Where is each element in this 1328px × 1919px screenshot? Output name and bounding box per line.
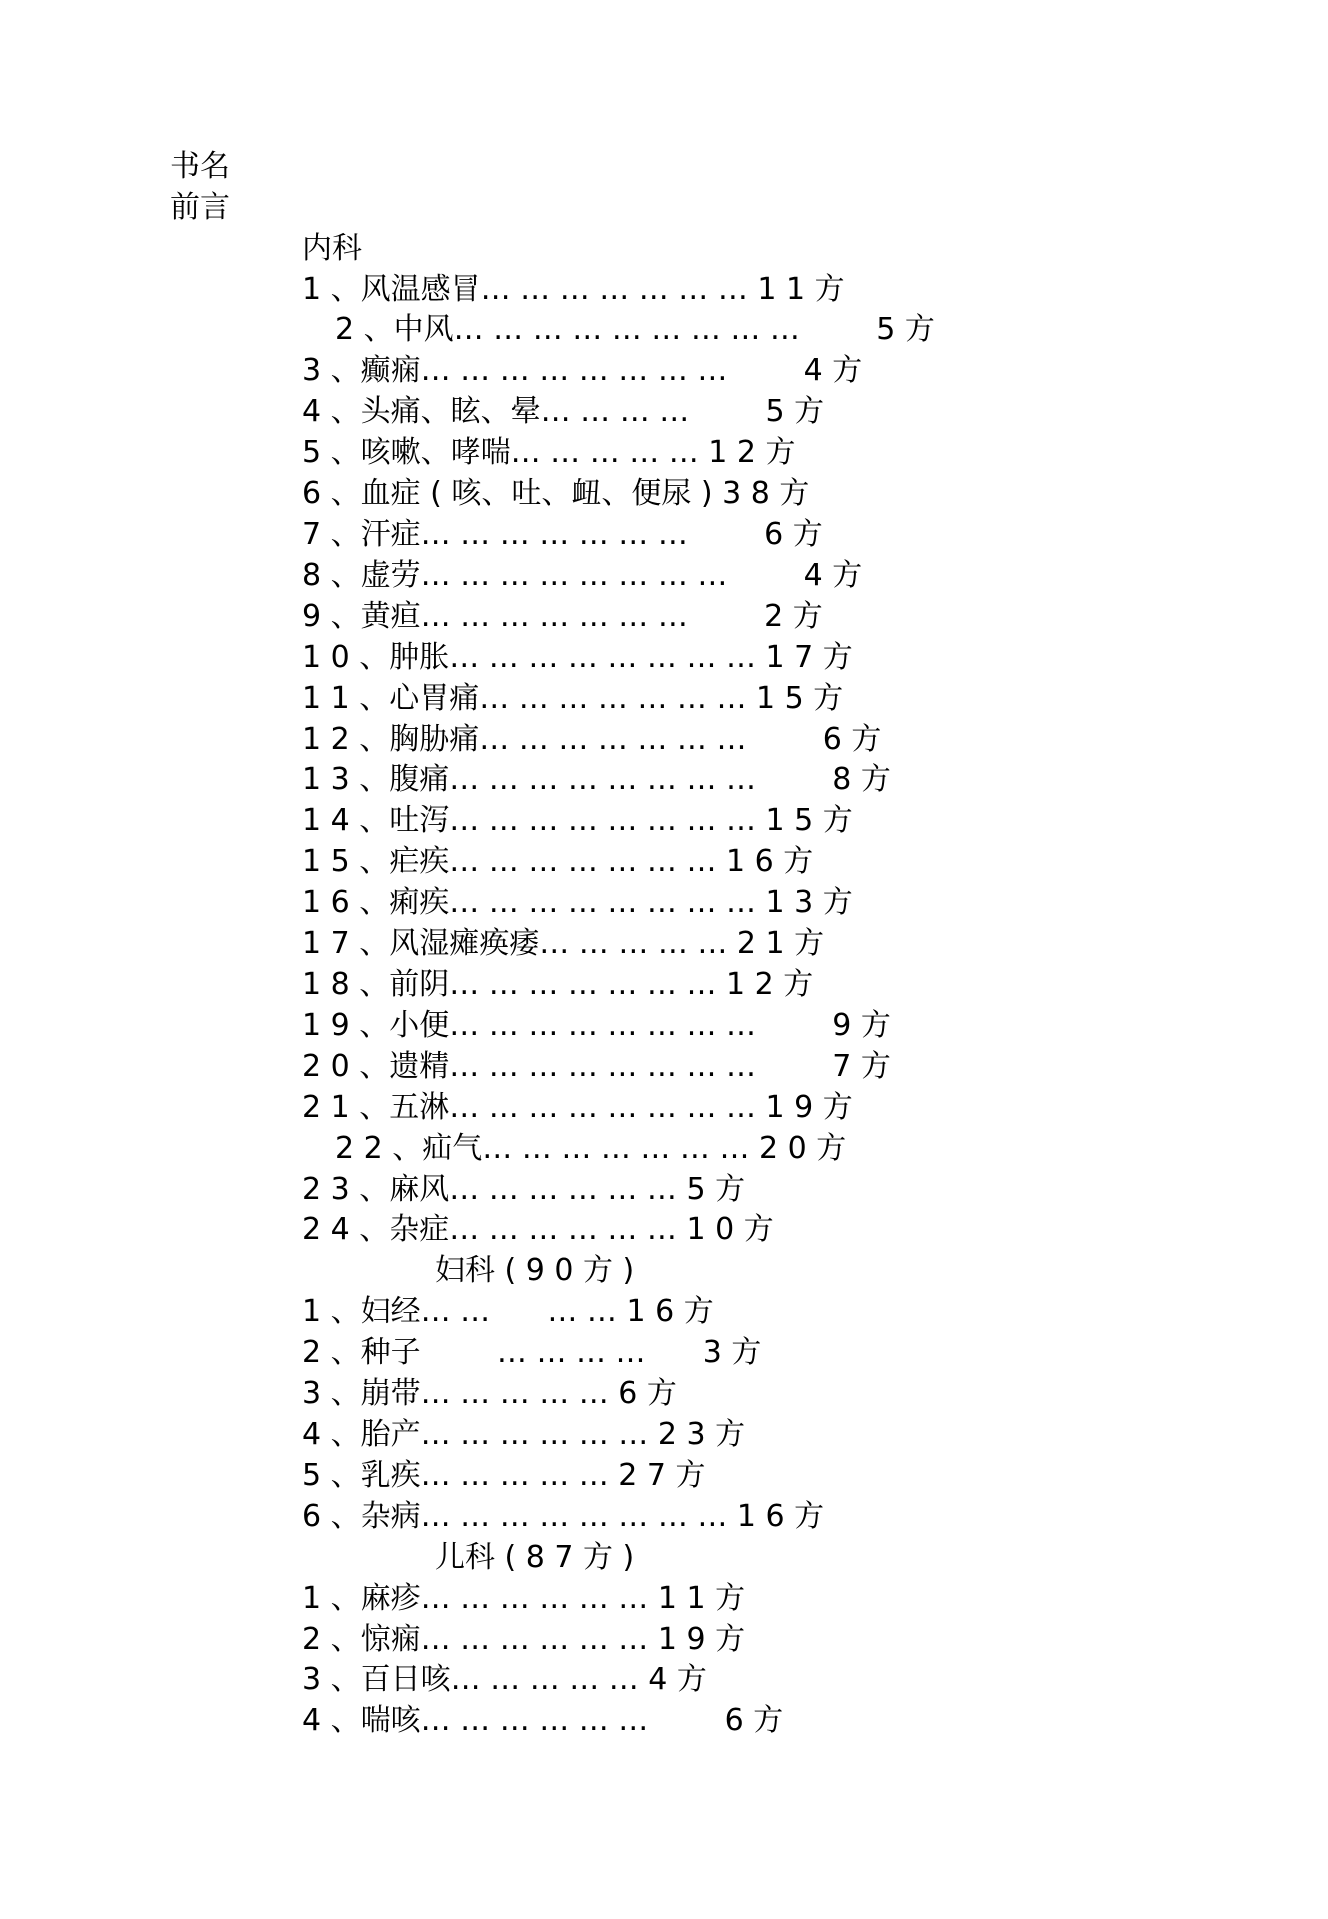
toc-entry: 2 2 、疝气… … … … … … … 2 0 方 — [335, 1131, 847, 1166]
section-title-fuke: 妇科 ( 9 0 方 ) — [435, 1253, 635, 1288]
toc-entry: 6 、血症 ( 咳、吐、衄、便尿 ) 3 8 方 — [302, 476, 810, 511]
toc-entry: 4 、喘咳… … … … … … 6 方 — [302, 1703, 784, 1738]
toc-entry: 1 4 、吐泻… … … … … … … … 1 5 方 — [302, 803, 853, 838]
toc-entry: 2 、惊痫… … … … … … 1 9 方 — [302, 1622, 746, 1657]
toc-entry: 7 、汗症… … … … … … … 6 方 — [302, 517, 823, 552]
toc-entry: 5 、咳嗽、哮喘… … … … … 1 2 方 — [302, 435, 796, 470]
toc-entry: 3 、癫痫… … … … … … … … 4 方 — [302, 353, 863, 388]
toc-entry: 3 、百日咳… … … … … 4 方 — [302, 1662, 707, 1697]
book-name-label: 书名 — [170, 149, 230, 184]
preface-label: 前言 — [170, 190, 230, 225]
toc-entry: 5 、乳疾… … … … … 2 7 方 — [302, 1458, 706, 1493]
toc-entry: 2 、中风… … … … … … … … … 5 方 — [335, 312, 935, 347]
toc-entry: 1 2 、胸胁痛… … … … … … … 6 方 — [302, 722, 882, 757]
toc-entry: 1 8 、前阴… … … … … … … 1 2 方 — [302, 967, 814, 1002]
toc-entry: 1 1 、心胃痛… … … … … … … 1 5 方 — [302, 681, 844, 716]
toc-entry: 1 7 、风湿瘫痪痿… … … … … 2 1 方 — [302, 926, 825, 961]
toc-entry: 8 、虚劳… … … … … … … … 4 方 — [302, 558, 863, 593]
toc-entry: 1 、妇经… … … … 1 6 方 — [302, 1294, 714, 1329]
toc-entry: 1 、麻疹… … … … … … 1 1 方 — [302, 1581, 746, 1616]
toc-entry: 1 6 、痢疾… … … … … … … … 1 3 方 — [302, 885, 853, 920]
toc-entry: 2 3 、麻风… … … … … … 5 方 — [302, 1172, 746, 1207]
toc-entry: 1 9 、小便… … … … … … … … 9 方 — [302, 1008, 891, 1043]
toc-entry: 6 、杂病… … … … … … … … 1 6 方 — [302, 1499, 825, 1534]
toc-entry: 1 3 、腹痛… … … … … … … … 8 方 — [302, 762, 891, 797]
toc-entry: 2 0 、遗精… … … … … … … … 7 方 — [302, 1049, 891, 1084]
toc-entry: 2 4 、杂症… … … … … … 1 0 方 — [302, 1212, 774, 1247]
toc-entry: 1 5 、疟疾… … … … … … … 1 6 方 — [302, 844, 814, 879]
toc-entry: 2 、种子 … … … … 3 方 — [302, 1335, 762, 1370]
toc-entry: 2 1 、五淋… … … … … … … … 1 9 方 — [302, 1090, 853, 1125]
toc-entry: 4 、胎产… … … … … … 2 3 方 — [302, 1417, 746, 1452]
toc-entry: 1 、风温感冒… … … … … … … 1 1 方 — [302, 272, 845, 307]
section-title-neike: 内科 — [302, 231, 362, 266]
toc-entry: 3 、崩带… … … … … 6 方 — [302, 1376, 677, 1411]
toc-entry: 9 、黄疸… … … … … … … 2 方 — [302, 599, 823, 634]
toc-entry: 4 、头痛、眩、晕… … … … 5 方 — [302, 394, 825, 429]
section-title-erke: 儿科 ( 8 7 方 ) — [435, 1540, 635, 1575]
toc-entry: 1 0 、肿胀… … … … … … … … 1 7 方 — [302, 640, 853, 675]
